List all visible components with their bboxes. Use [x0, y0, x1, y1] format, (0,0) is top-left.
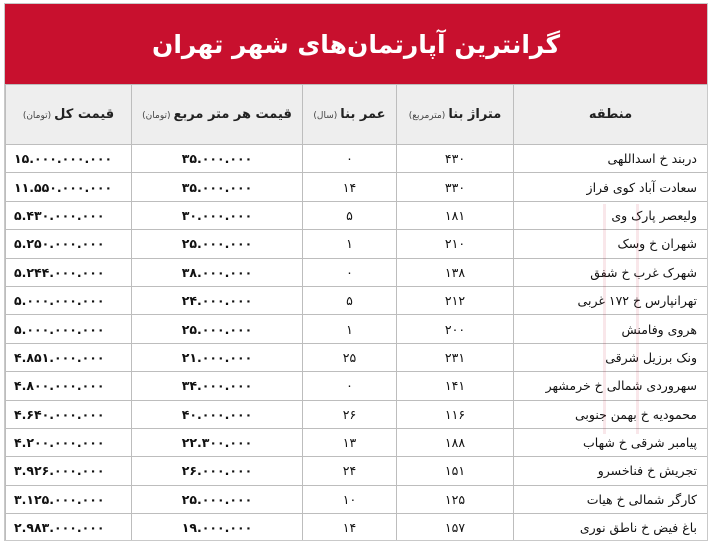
cell-region: تجریش خ فناخسرو [514, 457, 708, 485]
cell-total-price: ۱۵.۰۰۰.۰۰۰.۰۰۰ [6, 145, 132, 173]
cell-age: ۱۳ [303, 428, 397, 456]
cell-age: ۱ [303, 230, 397, 258]
cell-age: ۲۶ [303, 400, 397, 428]
cell-price-per-meter: ۲۵.۰۰۰.۰۰۰ [132, 230, 303, 258]
cell-region: پیامبر شرقی خ شهاب [514, 428, 708, 456]
cell-region: هروی وفامنش [514, 315, 708, 343]
cell-region: سعادت آباد کوی فراز [514, 173, 708, 201]
cell-total-price: ۴.۲۰۰.۰۰۰.۰۰۰ [6, 428, 132, 456]
table-row [6, 286, 708, 314]
table-row [6, 258, 708, 286]
table-row [6, 315, 708, 343]
cell-region: کارگر شمالی خ هیات [514, 485, 708, 513]
col-header-age: عمر بنا(سال) [303, 85, 397, 145]
cell-region: تهرانپارس خ ۱۷۲ غربی [514, 286, 708, 314]
cell-area: ۱۵۱ [397, 457, 514, 485]
col-header-total-price: قیمت کل(تومان) [6, 85, 132, 145]
unit-total-price: (تومان) [22, 111, 52, 121]
cell-price-per-meter: ۳۵.۰۰۰.۰۰۰ [132, 145, 303, 173]
cell-age: ۰ [303, 145, 397, 173]
cell-price-per-meter: ۲۶.۰۰۰.۰۰۰ [132, 457, 303, 485]
cell-age: ۱ [303, 315, 397, 343]
cell-area: ۲۰۰ [397, 315, 514, 343]
cell-region: شهرک غرب خ شفق [514, 258, 708, 286]
cell-price-per-meter: ۳۴.۰۰۰.۰۰۰ [132, 372, 303, 400]
cell-region: سهروردی شمالی خ خرمشهر [514, 372, 708, 400]
table-row [6, 173, 708, 201]
cell-area: ۱۴۱ [397, 372, 514, 400]
cell-price-per-meter: ۲۲.۳۰۰.۰۰۰ [132, 428, 303, 456]
apartments-table [5, 84, 708, 541]
cell-area: ۲۳۱ [397, 343, 514, 371]
cell-price-per-meter: ۳۸.۰۰۰.۰۰۰ [132, 258, 303, 286]
cell-area: ۱۳۸ [397, 258, 514, 286]
cell-area: ۱۸۸ [397, 428, 514, 456]
table-row [6, 230, 708, 258]
price-table-card [4, 3, 708, 541]
cell-age: ۲۴ [303, 457, 397, 485]
cell-age: ۵ [303, 201, 397, 229]
cell-price-per-meter: ۳۰.۰۰۰.۰۰۰ [132, 201, 303, 229]
table-row [6, 485, 708, 513]
table-row [6, 343, 708, 371]
cell-total-price: ۵.۴۳۰.۰۰۰.۰۰۰ [6, 201, 132, 229]
cell-total-price: ۵.۲۴۴.۰۰۰.۰۰۰ [6, 258, 132, 286]
cell-age: ۰ [303, 258, 397, 286]
cell-total-price: ۳.۹۲۶.۰۰۰.۰۰۰ [6, 457, 132, 485]
cell-price-per-meter: ۲۵.۰۰۰.۰۰۰ [132, 315, 303, 343]
cell-total-price: ۵.۰۰۰.۰۰۰.۰۰۰ [6, 315, 132, 343]
cell-area: ۳۳۰ [397, 173, 514, 201]
cell-age: ۱۴ [303, 514, 397, 541]
unit-age: (سال) [313, 111, 338, 121]
cell-total-price: ۵.۰۰۰.۰۰۰.۰۰۰ [6, 286, 132, 314]
cell-region: ونک برزیل شرقی [514, 343, 708, 371]
cell-area: ۲۱۰ [397, 230, 514, 258]
cell-total-price: ۴.۸۰۰.۰۰۰.۰۰۰ [6, 372, 132, 400]
table-row [6, 201, 708, 229]
col-header-price-per-meter: قیمت هر متر مربع(تومان) [132, 85, 303, 145]
table-title: گرانترین آپارتمان‌های شهر تهران [5, 4, 707, 84]
cell-region: باغ فیض خ ناطق نوری [514, 514, 708, 541]
cell-area: ۴۳۰ [397, 145, 514, 173]
unit-price-per-meter: (تومان) [142, 111, 171, 121]
cell-age: ۰ [303, 372, 397, 400]
table-row [6, 514, 708, 541]
cell-price-per-meter: ۱۹.۰۰۰.۰۰۰ [132, 514, 303, 541]
cell-total-price: ۴.۸۵۱.۰۰۰.۰۰۰ [6, 343, 132, 371]
cell-area: ۱۸۱ [397, 201, 514, 229]
cell-total-price: ۴.۶۴۰.۰۰۰.۰۰۰ [6, 400, 132, 428]
cell-area: ۱۱۶ [397, 400, 514, 428]
cell-area: ۲۱۲ [397, 286, 514, 314]
cell-area: ۱۵۷ [397, 514, 514, 541]
cell-total-price: ۱۱.۵۵۰.۰۰۰.۰۰۰ [6, 173, 132, 201]
cell-age: ۱۰ [303, 485, 397, 513]
col-header-region: منطقه [514, 85, 708, 145]
cell-age: ۵ [303, 286, 397, 314]
cell-price-per-meter: ۲۵.۰۰۰.۰۰۰ [132, 485, 303, 513]
cell-price-per-meter: ۲۱.۰۰۰.۰۰۰ [132, 343, 303, 371]
table-row [6, 428, 708, 456]
cell-area: ۱۲۵ [397, 485, 514, 513]
table-row [6, 457, 708, 485]
cell-total-price: ۲.۹۸۳.۰۰۰.۰۰۰ [6, 514, 132, 541]
cell-region: ولیعصر پارک وی [514, 201, 708, 229]
column-header-row [6, 85, 708, 145]
table-body [6, 145, 708, 542]
table-row [6, 145, 708, 173]
cell-price-per-meter: ۳۵.۰۰۰.۰۰۰ [132, 173, 303, 201]
cell-price-per-meter: ۴۰.۰۰۰.۰۰۰ [132, 400, 303, 428]
cell-total-price: ۳.۱۲۵.۰۰۰.۰۰۰ [6, 485, 132, 513]
cell-total-price: ۵.۲۵۰.۰۰۰.۰۰۰ [6, 230, 132, 258]
cell-age: ۲۵ [303, 343, 397, 371]
col-header-area: متراژ بنا(مترمربع) [397, 85, 514, 145]
cell-price-per-meter: ۲۴.۰۰۰.۰۰۰ [132, 286, 303, 314]
cell-region: دربند خ اسداللهی [514, 145, 708, 173]
cell-age: ۱۴ [303, 173, 397, 201]
cell-region: شهران خ وسک [514, 230, 708, 258]
table-row [6, 372, 708, 400]
table-row [6, 400, 708, 428]
cell-region: محمودیه خ بهمن جنوبی [514, 400, 708, 428]
unit-area: (مترمربع) [408, 111, 446, 121]
